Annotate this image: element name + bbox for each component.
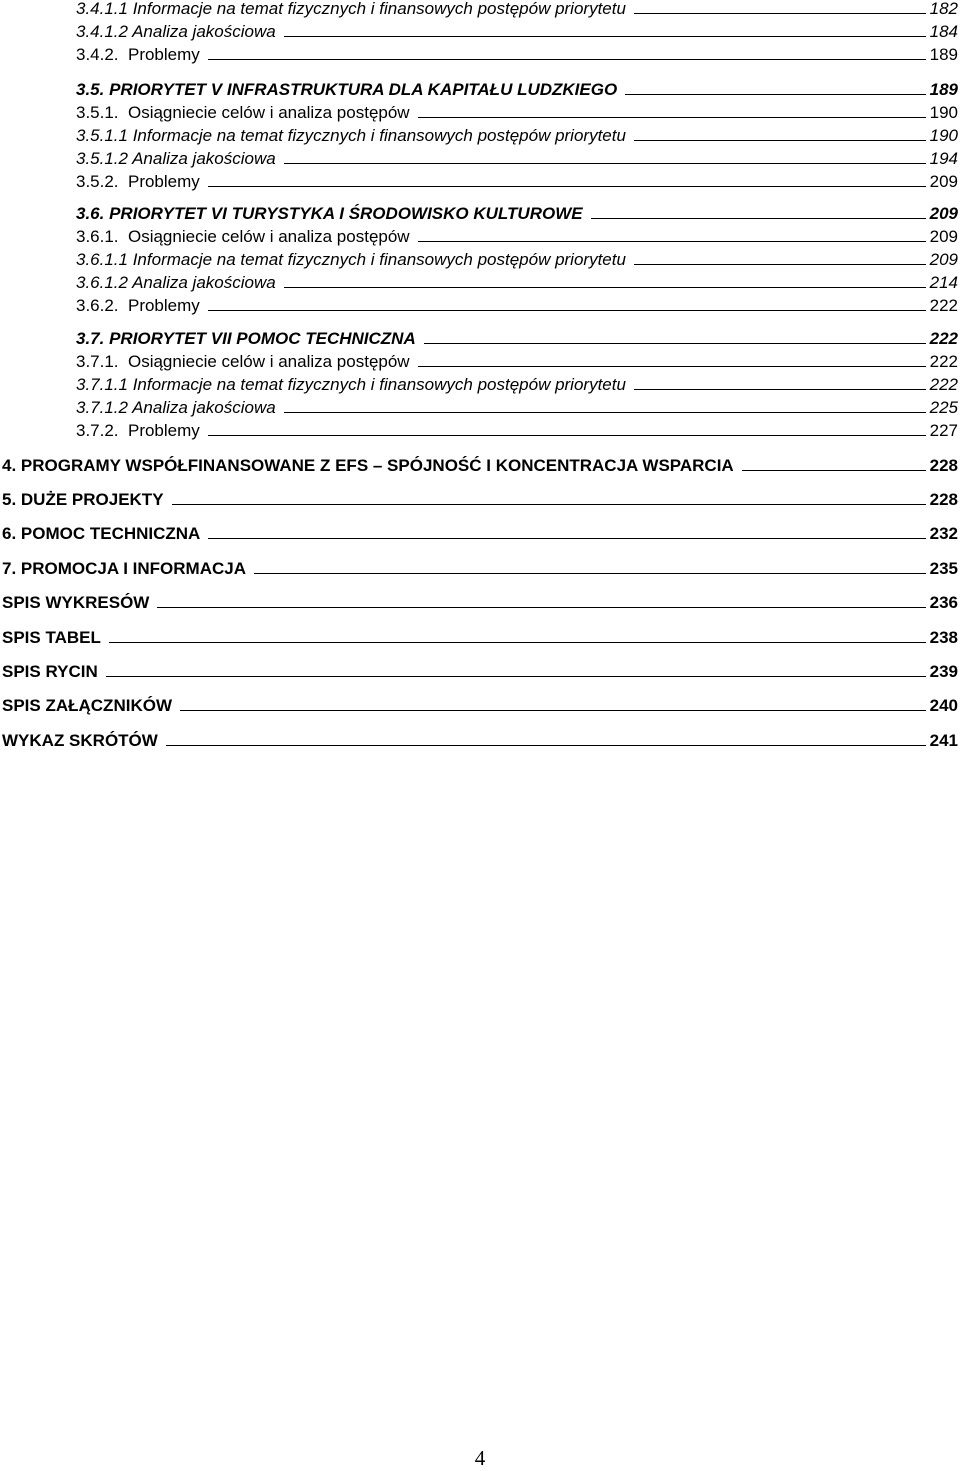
- toc-entry-page: 235: [929, 559, 958, 578]
- toc-entry-page: 214: [929, 273, 958, 292]
- toc-entry[interactable]: [76, 248, 958, 270]
- toc-entry-title: 3.4.2. Problemy: [76, 45, 200, 64]
- toc-leader-line: [106, 676, 926, 677]
- toc-entry-page: 240: [929, 696, 958, 715]
- toc-leader-line: [180, 710, 926, 711]
- toc-entry-page: 222: [929, 296, 958, 315]
- toc-entry[interactable]: [2, 591, 958, 613]
- toc-entry-title: 3.4.1.2 Analiza jakościowa: [76, 22, 276, 41]
- toc-leader-line: [742, 470, 926, 471]
- toc-entry[interactable]: [76, 225, 958, 247]
- toc-entry-title: SPIS RYCIN: [2, 662, 98, 681]
- toc-entry[interactable]: [76, 124, 958, 146]
- toc-entry-page: 228: [929, 456, 958, 475]
- toc-entry-title: 3.6.1.1 Informacje na temat fizycznych i finansowych postępów priorytetu: [76, 250, 626, 269]
- toc-leader-line: [172, 504, 926, 505]
- toc-leader-line: [634, 389, 926, 390]
- toc-entry-title: 3.7.1.1 Informacje na temat fizycznych i finansowych postępów priorytetu: [76, 375, 626, 394]
- toc-entry[interactable]: [2, 694, 958, 716]
- toc-entry-page: 228: [929, 490, 958, 509]
- toc-entry-page: 189: [929, 80, 958, 99]
- toc-entry[interactable]: [76, 327, 958, 349]
- toc-leader-line: [109, 642, 926, 643]
- toc-entry-page: 189: [929, 45, 958, 64]
- toc-entry-title: 3.7. PRIORYTET VII POMOC TECHNICZNA: [76, 329, 416, 348]
- toc-leader-line: [424, 343, 926, 344]
- toc-entry-title: 3.5.1.2 Analiza jakościowa: [76, 149, 276, 168]
- toc-entry-title: 3.6.2. Problemy: [76, 296, 200, 315]
- toc-entry-title: SPIS TABEL: [2, 628, 101, 647]
- toc-entry-page: 209: [929, 204, 958, 223]
- toc-entry-page: 182: [929, 0, 958, 18]
- toc-leader-line: [634, 140, 926, 141]
- toc-entry-title: 3.7.1.2 Analiza jakościowa: [76, 398, 276, 417]
- toc-leader-line: [634, 13, 926, 14]
- toc-entry[interactable]: [2, 557, 958, 579]
- toc-entry-page: 190: [929, 126, 958, 145]
- toc-entry-page: 222: [929, 329, 958, 348]
- toc-leader-line: [166, 745, 926, 746]
- toc-leader-line: [208, 59, 926, 60]
- toc-leader-line: [284, 287, 926, 288]
- toc-entry-page: 184: [929, 22, 958, 41]
- toc-entry-title: 3.6.1.2 Analiza jakościowa: [76, 273, 276, 292]
- toc-entry-title: 3.7.2. Problemy: [76, 421, 200, 440]
- toc-entry[interactable]: [76, 0, 958, 19]
- toc-leader-line: [208, 435, 926, 436]
- toc-entry[interactable]: [76, 396, 958, 418]
- toc-entry-page: 239: [929, 662, 958, 681]
- toc-entry[interactable]: [2, 660, 958, 682]
- toc-entry[interactable]: [2, 522, 958, 544]
- toc-entry-title: 3.5.2. Problemy: [76, 172, 200, 191]
- toc-leader-line: [208, 186, 926, 187]
- toc-entry[interactable]: [2, 729, 958, 751]
- toc-leader-line: [284, 36, 926, 37]
- toc-entry-title: 3.4.1.1 Informacje na temat fizycznych i finansowych postępów priorytetu: [76, 0, 626, 18]
- toc-leader-line: [157, 607, 925, 608]
- toc-entry-title: 3.6. PRIORYTET VI TURYSTYKA I ŚRODOWISKO KULTUROWE: [76, 204, 583, 223]
- toc-entry[interactable]: [76, 202, 958, 224]
- toc-entry-title: 3.5. PRIORYTET V INFRASTRUKTURA DLA KAPITAŁU LUDZKIEGO: [76, 80, 618, 99]
- toc-entry-page: 222: [929, 375, 958, 394]
- toc-leader-line: [418, 117, 926, 118]
- toc-entry[interactable]: [76, 373, 958, 395]
- toc-entry[interactable]: [76, 101, 958, 123]
- toc-entry[interactable]: [2, 626, 958, 648]
- toc-entry-page: 209: [929, 250, 958, 269]
- toc-entry-title: 5. DUŻE PROJEKTY: [2, 490, 164, 509]
- toc-entry-page: 225: [929, 398, 958, 417]
- toc-entry-title: SPIS WYKRESÓW: [2, 593, 150, 612]
- toc-entry-page: 209: [929, 227, 958, 246]
- toc-entry-page: 236: [929, 593, 958, 612]
- toc-entry[interactable]: [76, 294, 958, 316]
- toc-entry[interactable]: [76, 20, 958, 42]
- page-number: 4: [474, 1446, 486, 1470]
- toc-entry-page: 241: [929, 731, 958, 750]
- toc-entry-page: 190: [929, 103, 958, 122]
- toc-leader-line: [418, 241, 926, 242]
- toc-entry-title: SPIS ZAŁĄCZNIKÓW: [2, 696, 172, 715]
- toc-leader-line: [418, 366, 926, 367]
- toc-leader-line: [254, 573, 926, 574]
- toc-entry-page: 194: [929, 149, 958, 168]
- toc-leader-line: [625, 94, 925, 95]
- toc-entry-title: 3.6.1. Osiągniecie celów i analiza postępów: [76, 227, 410, 246]
- toc-entry-title: 3.5.1.1 Informacje na temat fizycznych i finansowych postępów priorytetu: [76, 126, 626, 145]
- toc-entry[interactable]: [76, 350, 958, 372]
- toc-entry[interactable]: [76, 271, 958, 293]
- toc-entry[interactable]: [76, 147, 958, 169]
- toc-entry-title: 3.5.1. Osiągniecie celów i analiza postępów: [76, 103, 410, 122]
- toc-entry-page: 232: [929, 524, 958, 543]
- toc-entry-page: 238: [929, 628, 958, 647]
- toc-leader-line: [634, 264, 926, 265]
- toc-leader-line: [284, 163, 926, 164]
- toc-entry-title: 7. PROMOCJA I INFORMACJA: [2, 559, 247, 578]
- toc-entry-title: WYKAZ SKRÓTÓW: [2, 731, 158, 750]
- toc-entry[interactable]: [2, 454, 958, 476]
- toc-leader-line: [208, 310, 926, 311]
- toc-entry-page: 209: [929, 172, 958, 191]
- toc-entry-title: 4. PROGRAMY WSPÓŁFINANSOWANE Z EFS – SPÓJNOŚĆ I KONCENTRACJA WSPARCIA: [2, 456, 734, 475]
- toc-entry-title: 6. POMOC TECHNICZNA: [2, 524, 201, 543]
- toc-entry[interactable]: [76, 78, 958, 100]
- toc-leader-line: [591, 218, 926, 219]
- toc-entry[interactable]: [76, 170, 958, 192]
- toc-entry[interactable]: [76, 419, 958, 441]
- toc-entry-page: 227: [929, 421, 958, 440]
- toc-entry-page: 222: [929, 352, 958, 371]
- toc-leader-line: [284, 412, 926, 413]
- toc-leader-line: [208, 538, 925, 539]
- toc-entry-title: 3.7.1. Osiągniecie celów i analiza postępów: [76, 352, 410, 371]
- toc-entry[interactable]: [2, 488, 958, 510]
- toc-entry[interactable]: [76, 43, 958, 65]
